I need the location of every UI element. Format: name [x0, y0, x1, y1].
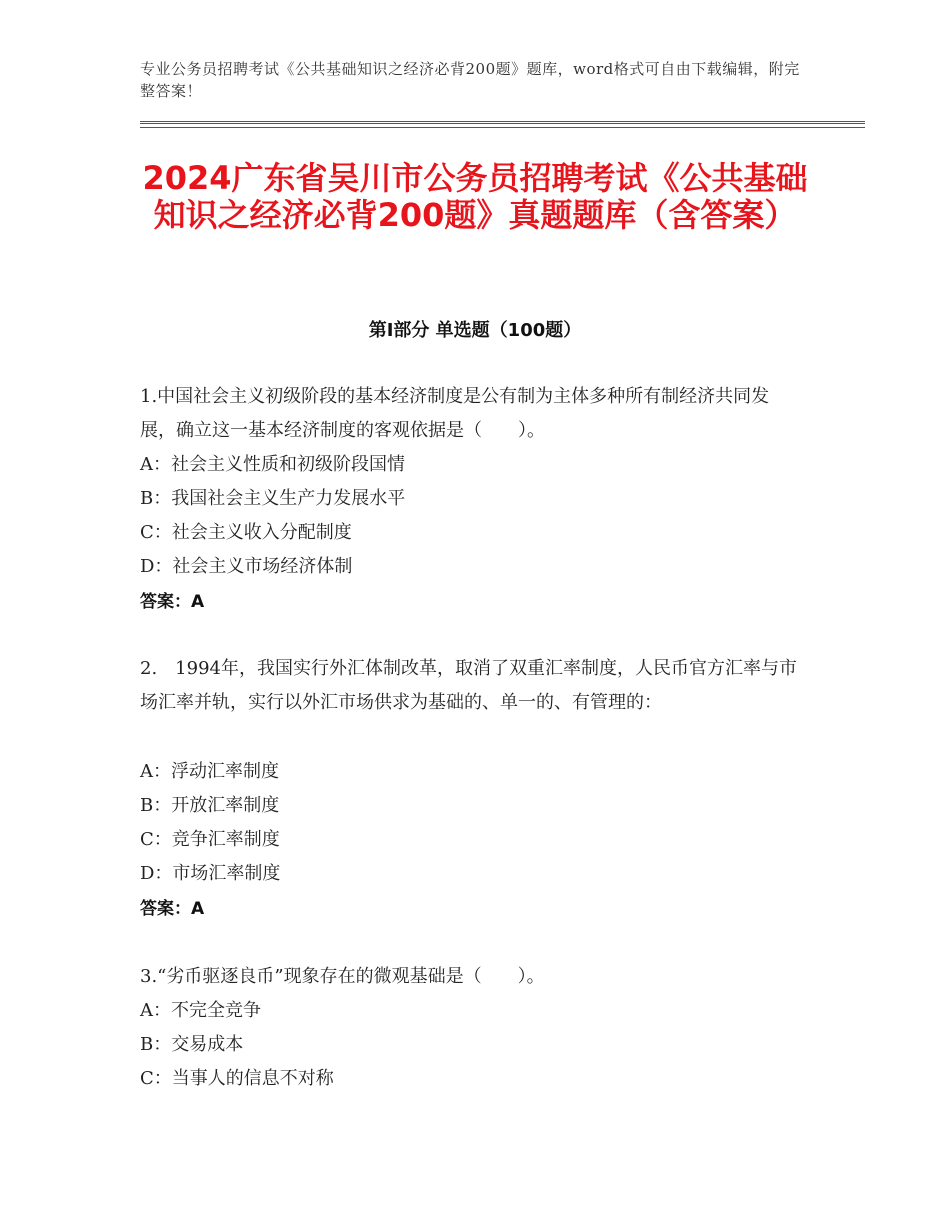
document-title: 2024广东省吴川市公务员招聘考试《公共基础知识之经济必背200题》真题题库（含答案） [142, 159, 808, 234]
question-1-option-d: D：社会主义市场经济体制 [140, 556, 353, 577]
question-2-option-c: C：竞争汇率制度 [140, 829, 280, 850]
header-divider-thin [140, 127, 865, 128]
question-1-option-a: A：社会主义性质和初级阶段国情 [140, 454, 405, 475]
section-title: 第I部分 单选题（100题） [368, 320, 582, 341]
question-3-option-a: A：不完全竞争 [140, 1000, 261, 1021]
question-2-option-a: A：浮动汇率制度 [140, 761, 279, 782]
question-3-option-b: B：交易成本 [140, 1034, 244, 1055]
question-3-text: 3.“劣币驱逐良币”现象存在的微观基础是（ ）。 [140, 966, 545, 987]
header-note: 专业公务员招聘考试《公共基础知识之经济必背200题》题库，word格式可自由下载编辑，附完整答案！ [140, 60, 800, 100]
question-2-option-d: D：市场汇率制度 [140, 863, 281, 884]
question-2-text: 2. 1994年，我国实行外汇体制改革，取消了双重汇率制度，人民币官方汇率与市场汇率并轨，实行以外汇市场供求为基础的、单一的、有管理的： [140, 658, 797, 713]
header-divider [140, 121, 865, 124]
question-1-answer: 答案：A [140, 592, 205, 612]
question-1-option-b: B：我国社会主义生产力发展水平 [140, 488, 406, 509]
question-1-text: 1.中国社会主义初级阶段的基本经济制度是公有制为主体多种所有制经济共同发展，确立这一基本经济制度的客观依据是（ ）。 [140, 386, 770, 441]
question-2-option-b: B：开放汇率制度 [140, 795, 280, 816]
question-3-option-c: C：当事人的信息不对称 [140, 1068, 334, 1089]
question-1-option-c: C：社会主义收入分配制度 [140, 522, 352, 543]
question-2-answer: 答案：A [140, 899, 205, 919]
